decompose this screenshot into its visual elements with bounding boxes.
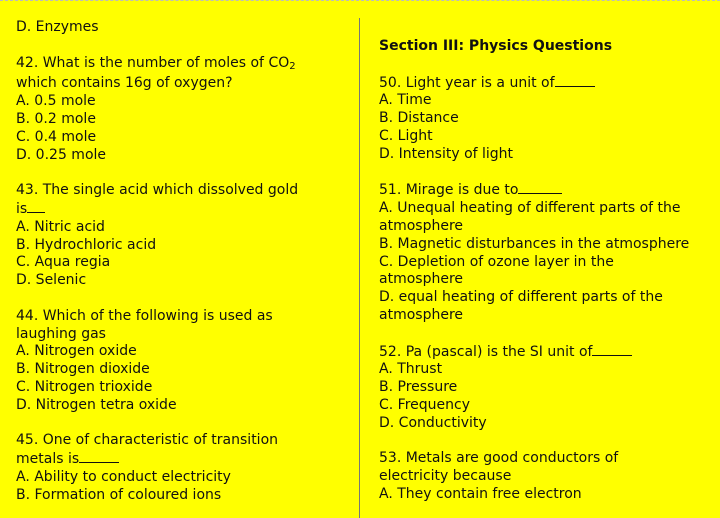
q43-option-b: B. Hydrochloric acid: [16, 236, 157, 253]
q42-option-d: D. 0.25 mole: [16, 146, 107, 163]
q50-option-a: A. Time: [379, 92, 432, 109]
q52-option-d: D. Conductivity: [379, 414, 487, 431]
answer-blank: [592, 343, 632, 356]
question-53: [379, 450, 714, 503]
q42-stem-line2: which contains 16g of oxygen?: [16, 75, 233, 92]
question-52: [379, 343, 714, 433]
q52-option-a: A. Thrust: [379, 361, 443, 378]
q52-option-b: B. Pressure: [379, 379, 458, 396]
q51-option-a: A. Unequal heating of different parts of the atmosphere: [379, 200, 681, 234]
q43-option-d: D. Selenic: [16, 272, 87, 289]
question-51: [379, 181, 714, 324]
q51-option-c: C. Depletion of ozone layer in the atmosphere: [379, 253, 614, 288]
q44-option-d: D. Nitrogen tetra oxide: [16, 396, 177, 413]
q52-option-c: C. Frequency: [379, 396, 470, 413]
answer-blank: [555, 74, 595, 87]
question-45: [16, 432, 346, 504]
q45-option-a: A. Ability to conduct electricity: [16, 468, 231, 485]
q43-stem-line2: is: [16, 200, 346, 219]
q43-option-c: C. Aqua regia: [16, 254, 111, 271]
answer-blank: [518, 181, 562, 194]
q51-option-b: B. Magnetic disturbances in the atmosphere: [379, 235, 690, 252]
q50-option-c: C. Light: [379, 127, 433, 144]
page-top-edge: [0, 0, 720, 2]
q42-option-c: C. 0.4 mole: [16, 128, 97, 145]
q44-option-b: B. Nitrogen dioxide: [16, 361, 150, 378]
q50-option-d: D. Intensity of light: [379, 145, 514, 162]
q44-option-a: A. Nitrogen oxide: [16, 343, 137, 360]
q45-stem-line1: 45. One of characteristic of transition: [16, 432, 279, 449]
q50-option-b: B. Distance: [379, 110, 459, 127]
q41-option-d: D. Enzymes: [16, 19, 99, 35]
q53-option-a: A. They contain free electron: [379, 485, 582, 502]
question-42: [16, 55, 346, 165]
column-divider: [359, 18, 360, 518]
q53-stem-line1: 53. Metals are good conductors of: [379, 450, 619, 467]
q44-option-c: C. Nitrogen trioxide: [16, 378, 153, 395]
q45-stem-line2: metals is: [16, 450, 346, 469]
question-44: [16, 308, 346, 415]
q50-stem: 50. Light year is a unit of: [379, 74, 714, 93]
q45-option-b: B. Formation of coloured ions: [16, 486, 222, 503]
question-43: [16, 182, 346, 290]
answer-blank: [79, 450, 119, 463]
q43-option-a: A. Nitric acid: [16, 218, 105, 235]
answer-blank: [27, 200, 45, 213]
right-column: [379, 19, 714, 504]
q42-stem-line1: 42. What is the number of moles of $CO_2$: [16, 54, 296, 72]
q52-stem: 52. Pa (pascal) is the SI unit of: [379, 343, 714, 362]
q53-stem-line2: electricity because: [379, 468, 512, 485]
left-column: [16, 19, 346, 505]
section-heading: Section III: Physics Questions: [379, 38, 613, 54]
q42-option-b: B. 0.2 mole: [16, 110, 96, 127]
q44-stem-line1: 44. Which of the following is used as: [16, 307, 273, 324]
question-50: [379, 74, 714, 164]
q51-option-d: D. equal heating of different parts of the atmosphere: [379, 289, 663, 323]
q42-option-a: A. 0.5 mole: [16, 93, 96, 110]
q51-stem: 51. Mirage is due to: [379, 181, 714, 200]
q44-stem-line2: laughing gas: [16, 325, 106, 342]
q43-stem-line1: 43. The single acid which dissolved gold: [16, 182, 299, 199]
